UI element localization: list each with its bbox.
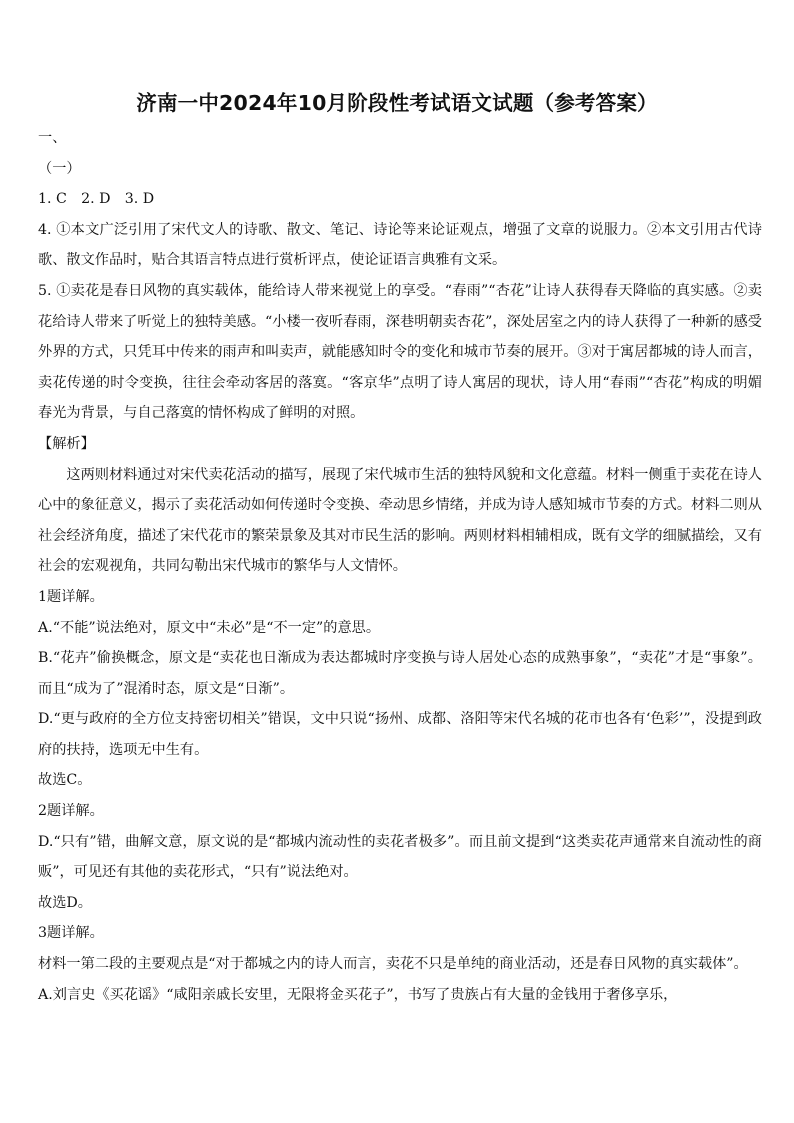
q3-intro: 材料一第二段的主要观点是“对于都城之内的诗人而言，卖花不只是单纯的商业活动，还是春日风物的真实载体”。 (38, 956, 748, 973)
answers-1-3: 1. C 2. D 3. D (38, 191, 155, 208)
q2-option-d: D.“只有”错，曲解文意，原文说的是“都城内流动性的卖花者极多”。而且前文提到“这类卖花声通常来自流动性的商贩”，可见还有其他的卖花形式，“只有”说法绝对。 (38, 833, 762, 881)
q2-choice: 故选D。 (38, 894, 92, 911)
q3-heading: 3题详解。 (38, 925, 104, 942)
q2-heading: 2题详解。 (38, 803, 104, 820)
section-heading-one: 一、 (38, 130, 67, 146)
analysis-text: 这两则材料通过对宋代卖花活动的描写，展现了宋代城市生活的独特风貌和文化意蕴。材料一侧重于卖花在诗人心中的象征意义，揭示了卖花活动如何传递时令变换、牵动思乡情绪，并成为诗人感知城市节奏的方式。材料二则从社会经济角度，描述了宋代花市的繁荣景象及其对市民生活的影响。两则材料相辅相成，既有文学的细腻描绘，又有社会的宏观视角，共同勾勒出宋代城市的繁华与人文情怀。 (38, 466, 762, 575)
q3-option-a: A.刘言史《买花谣》“咸阳亲戚长安里，无限将金买花子”，书写了贵族占有大量的金钱用于奢侈享乐， (38, 986, 678, 1003)
q1-option-a: A.“不能”说法绝对，原文中“未必”是“不一定”的意思。 (38, 619, 381, 636)
document-body (38, 123, 762, 1010)
page-title: 济南一中2024年10月阶段性考试语文试题（参考答案） (136, 91, 658, 115)
subsection-heading-one: （一） (38, 160, 81, 177)
answer-5: 5. ①卖花是春日风物的真实载体，能给诗人带来视觉上的享受。“春雨”“杏花”让诗人获得春天降临的真实感。②卖花给诗人带来了听觉上的独特美感。“小楼一夜听春雨，深巷明朝卖杏花”，深处居室之内的诗人获得了一种新的感受外界的方式，只凭耳中传来的雨声和叫卖声，就能感知时令的变化和城市节奏的展开。③对于寓居都城的诗人而言，卖花传递的时令变换，往往会牵动客居的落寞。“客京华”点明了诗人寓居的现状，诗人用“春雨”“杏花”构成的明媚春光为背景，与自己落寞的情怀构成了鲜明的对照。 (38, 282, 762, 422)
q1-heading: 1题详解。 (38, 588, 104, 605)
q1-choice: 故选C。 (38, 772, 92, 789)
analysis-label: 【解析】 (38, 435, 95, 452)
answer-4: 4. ①本文广泛引用了宋代文人的诗歌、散文、笔记、诗论等来论证观点，增强了文章的说服力。②本文引用古代诗歌、散文作品时，贴合其语言特点进行赏析评点，使论证语言典雅有文采。 (38, 221, 762, 269)
q1-option-d: D.“更与政府的全方位支持密切相关”错误，文中只说“扬州、成都、洛阳等宋代名城的花市也各有‘色彩’”，没提到政府的扶持，选项无中生有。 (38, 711, 762, 758)
q1-option-b: B.“花卉”偷换概念，原文是“卖花也日渐成为表达都城时序变换与诗人居处心态的成熟事象”，“卖花”才是“事象”。而且“成为了”混淆时态，原文是“日渐”。 (38, 650, 762, 697)
